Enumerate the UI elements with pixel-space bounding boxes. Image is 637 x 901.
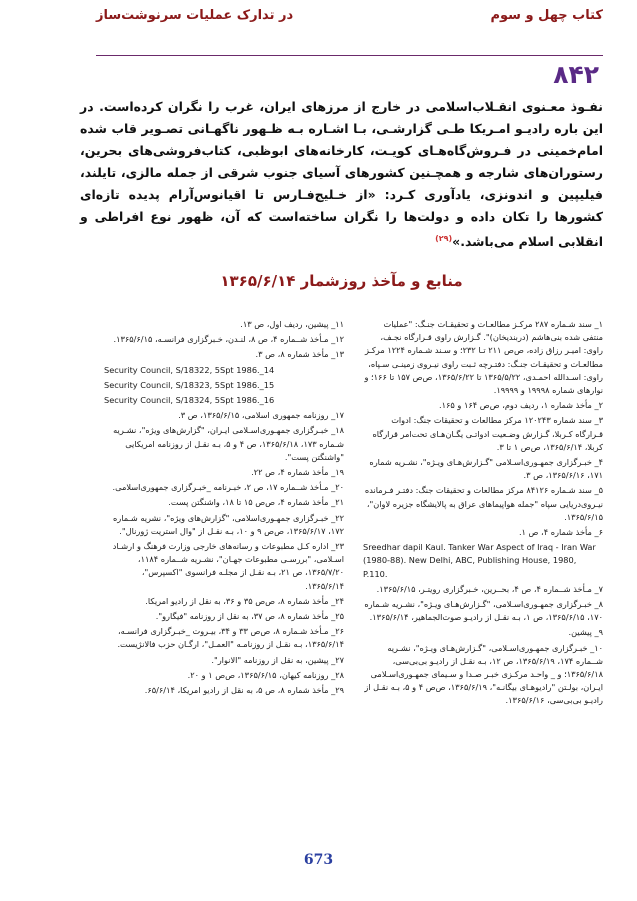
reference-item: ۲۵_ مأخذ شماره ۸، ص ۳۷، به نقل از روزنامه "فیگارو". bbox=[155, 611, 344, 622]
reference-item: ۶_ مأخذ شماره ۴، ص ۱. bbox=[518, 527, 603, 538]
reference-item: ۹_ پیشین. bbox=[568, 627, 603, 638]
reference-item: ۵_ سند شـماره ۸۴۱۲۶ مرکز مطالعات و تحقیقات جنگ: دفتـر فـرمانده نیـروی‌دریایی سپاه "جمله هواپیماهای عراق به پالایشگاه جزیره لاوان"، ۱۳۶۵/۶/۱۵. bbox=[364, 485, 603, 522]
reference-item: ۱_ سند شـماره ۲۸۷ مرکـز مطالعـات و تحقیقـات جنـگ: "عملیات منتفی شده بنی‌هاشم (دربندیخان)". گـزارش راوی قـرارگاه نجـف، راوی: امیـر رزاق زاده، ص‌ص ۲۱۱ تـا ۲۳۲؛ و سـند شـماره ۱۲۲۴ مرکـز مطالعـات و تحقیقـات جنـگ: دفتـرچه ثـبت راوی نیـروی زمینـی سـپاه، راوی: اسـدالله احمـدی، ۱۳۶۵/۵/۲۲ تا ۱۳۶۵/۶/۲۲، ص‌ص ۱۵۷ تا ۱۶۶؛ و نوارهای شماره ۱۹۹۹۸ و ۱۹۹۹۹. bbox=[364, 319, 603, 396]
reference-item: ۳_ سند شماره ۱۲۰۲۴۳ مرکز مطالعات و تحقیقات جنگ: ادوات قـرارگاه کـربلا، گـزارش وضـعیت ادواتـی یگـان‌هـای تحت‌امر قرارگاه کربلا، ۱۳۶۵/۶/۱۴، ص‌ص ۱ تا ۳. bbox=[372, 415, 603, 452]
section-number: ۸۴۲ bbox=[553, 60, 599, 89]
footnote-mark: (۲۹) bbox=[435, 234, 453, 243]
reference-item: ۲۸_ روزنامه کیهان، ۱۳۶۵/۶/۱۵، ص‌ص ۱ و ۲۰. bbox=[187, 669, 344, 680]
reference-item-english: Security Council, S/18323, 5Spt 1986._15 bbox=[104, 379, 275, 390]
header-divider bbox=[96, 55, 603, 56]
reference-item: ۱۲_ مـأخذ شــماره ۴، ص ۸، لنـدن، خـبرگزاری فرانسـه، ۱۳۶۵/۶/۱۵. bbox=[113, 334, 344, 345]
reference-item: ۲۱_ مأخذ شماره ۴، ص‌ص ۱۵ تا ۱۸، واشنگتن پست. bbox=[168, 497, 344, 508]
reference-item: ۲۲_ خبـرگزاری جمهـوری‌اسلامی، "گزارش‌های ویژه"، نشریه شـماره ۱۷۲، ۱۳۶۵/۶/۱۷، ص‌ص ۹ و ۱۰، بـه نقـل از "وال استریت ژورنال". bbox=[112, 512, 344, 536]
reference-item: ۷_ مـأخذ شــماره ۴، ص ۴، بحــرین، خـبرگزاری رویتـر، ۱۳۶۵/۶/۱۵. bbox=[376, 583, 603, 594]
chapter-title: در تدارک عملیات سرنوشت‌ساز bbox=[96, 8, 294, 23]
references-right-column bbox=[363, 318, 603, 710]
reference-item-english: Sreedhar dapil Kaul. Tanker War Aspect of Iraq - Iran War (1980-88). New Delhi, ABC, Publishing House, 1980, P.110. bbox=[363, 542, 596, 579]
reference-item-english: Security Council, S/18322, 5Spt 1986._14 bbox=[104, 364, 275, 375]
reference-item: ۱۷_ روزنامه جمهوری اسلامی، ۱۳۶۵/۶/۱۵، ص ۳. bbox=[178, 410, 344, 421]
reference-item: ۱۳_ مأخذ شماره ۸، ص ۳. bbox=[255, 349, 344, 360]
page-number: 673 bbox=[303, 852, 334, 868]
reference-item: ۱۹_ مأخذ شماره ۴، ص ۲۲. bbox=[251, 467, 344, 478]
reference-item: ۲۴_ مأخذ شماره ۸، ص‌ص ۳۵ و ۳۶، به نقل از رادیو امریکا. bbox=[145, 595, 344, 606]
book-title: کتاب چهل و سوم bbox=[490, 8, 603, 23]
reference-item: ۱۰_ خبـرگزاری جمهـوری‌اسـلامی، "گـزارش‌هـای ویـژه"، نشـریه شــماره ۱۷۴، ۱۳۶۵/۶/۱۹، ص ۱۲، بـه نقـل از رادیـو بی‌بی‌سی، ۱۳۶۵/۶/۱۸؛ و _ واحـد مرکـزی خبـر صـدا و سـیمای جمهـوری‌اسـلامی ایـران، بولـتن "رادیوهـای بیگانـه"، ۱۳۶۵/۶/۱۹، ص‌ص ۴ و ۵، بـه نقـل از رادیـو بی‌بی‌سی، ۱۳۶۵/۶/۱۶. bbox=[364, 642, 603, 706]
reference-item: ۲۶_ مـأخذ شـماره ۸، ص‌ص ۳۳ و ۳۴، بیـروت _خبـرگزاری فرانسـه، ۱۳۶۵/۶/۱۴، بـه نقـل از روزنامـه "العمـل"، ارگـان حزب فالانژیست. bbox=[117, 626, 344, 650]
reference-item: ۱۸_ خبـرگزاری جمهـوری‌اسـلامی ایـران، "گزارش‌های ویژه"، نشـریه شـماره ۱۷۳، ۱۳۶۵/۶/۱۸، ص ۴ و ۵، بـه نقـل از روزنامه امریکایی "واشنگتن پست". bbox=[113, 425, 344, 462]
body-text: نفـوذ معـنوی انقـلاب‌اسلامی در خارج از مرزهای ایران، غرب را نگران کرده‌است. در این باره رادیـو امـریکا طـی گزارشـی، بـا اشـاره بـه ظـهور ناگهـانی تصـویر قاب شده امام‌خمینی در فـروش‌گاه‌هـای کویـت، کارخانه‌های ابوظبی، کتاب‌فروشی‌های بحرین، رستوران‌های شارجه و همچـنین کشورهای آسیای جنوب شرقی از جمله مالزی، تایلند، فیلیپین و اندونزی، یادآوری کـرد: «از خـلیج‌فـارس تا اقیانوس‌آرام پدیده تازه‌ای کشورها را تکان داده و دولت‌ها را نگران ساخته‌است که آن، ظهور نوع افراطی و انقلابی اسلام می‌باشد.» bbox=[80, 99, 603, 250]
reference-item-english: Security Council, S/18324, 5Spt 1986._16 bbox=[104, 395, 275, 406]
references-left-column bbox=[104, 318, 344, 699]
body-paragraph bbox=[80, 96, 603, 253]
reference-item: ۸_ خبـرگزاری جمهـوری‌اسـلامی، "گـزارش‌هـای ویـژه"، نشـریه شـماره ۱۷۰، ۱۳۶۵/۶/۱۵، ص ۱، بـه نقـل از رادیـو صوت‌الجماهیر، ۱۳۶۵/۶/۱۴. bbox=[364, 599, 603, 623]
reference-item: ۴_ خبـرگزاری جمهـوری‌اسـلامی "گـزارش‌هـای ویـژه"، نشـریه شماره ۱۷۱، ۱۳۶۵/۶/۱۶، ص ۳. bbox=[369, 457, 603, 481]
references-title: منابع و مآخذ روزشمار ۱۳۶۵/۶/۱۴ bbox=[220, 272, 463, 290]
reference-item: ۱۱_ پیشین، ردیف اول، ص ۱۳. bbox=[240, 319, 344, 329]
reference-item: ۲۹_ مأخذ شماره ۸، ص ۵، به نقل از رادیو امریکا، ۶۵/۶/۱۴. bbox=[144, 685, 344, 696]
reference-item: ۲۳_ اداره کـل مطبوعات و رسانه‌های خارجی وزارت فرهنگ و ارشـاد اسـلامی، "بررسـی مطبوعات جهـان"، نشـریه شــماره ۱۱۸۴، ۱۳۶۵/۷/۲۰، ص ۲۱، بـه نقـل از مجلـه فرانسوی "اکسپرس"، ۱۳۶۵/۶/۱۴. bbox=[112, 541, 344, 591]
reference-item: ۲۰_ مـأخذ شــماره ۱۷، ص ۲، خبـرنامه _خبـرگزاری جمهوری‌اسلامی. bbox=[112, 482, 344, 493]
reference-item: ۲_ مأخذ شماره ۱، ردیف دوم، ص‌ص ۱۶۴ و ۱۶۵. bbox=[439, 400, 603, 411]
reference-item: ۲۷_ پیشین، به نقل از روزنامه "الانوار". bbox=[211, 654, 344, 665]
